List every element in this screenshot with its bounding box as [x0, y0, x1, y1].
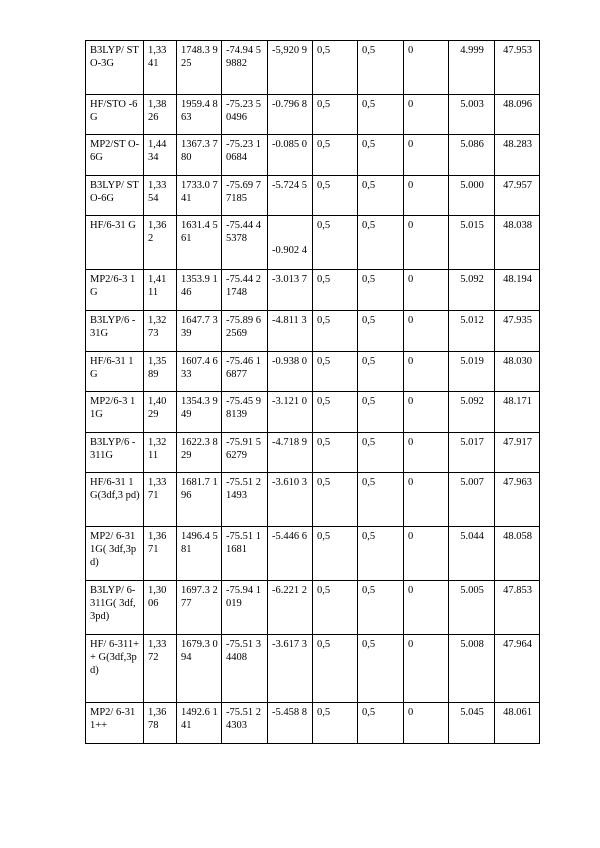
value-cell: 0,5: [358, 352, 404, 392]
value-cell: 0: [404, 352, 449, 392]
value-cell: 0,5: [358, 311, 404, 352]
value-cell: 1631.4 561: [177, 216, 222, 270]
value-cell: 0,5: [313, 176, 358, 216]
value-cell: 0,5: [358, 95, 404, 135]
value-cell: 0: [404, 216, 449, 270]
value-cell: 1647.7 339: [177, 311, 222, 352]
value-cell: 47.963: [495, 473, 540, 527]
value-cell: 48.096: [495, 95, 540, 135]
value-cell: -4.718 9: [268, 433, 313, 473]
value-cell: -3.610 3: [268, 473, 313, 527]
value-cell: 0,5: [313, 135, 358, 176]
method-cell: MP2/ 6-311G( 3df,3pd): [86, 527, 144, 581]
value-cell: -75.51 21493: [222, 473, 268, 527]
value-cell: 1,38 26: [144, 95, 177, 135]
value-cell: 0,5: [313, 473, 358, 527]
table-row: [86, 581, 540, 635]
value-cell: 0,5: [313, 352, 358, 392]
value-cell: 1496.4 581: [177, 527, 222, 581]
value-cell: 0,5: [313, 581, 358, 635]
value-cell: 48.061: [495, 703, 540, 744]
value-cell: 1,33 72: [144, 635, 177, 703]
value-cell: 5.017: [449, 433, 495, 473]
table-row: [86, 473, 540, 527]
value-cell: -75.23 10684: [222, 135, 268, 176]
method-cell: B3LYP/6 -31G: [86, 311, 144, 352]
method-cell: MP2/6-3 11G: [86, 392, 144, 433]
value-cell: 0,5: [313, 703, 358, 744]
method-cell: B3LYP/ STO-3G: [86, 41, 144, 95]
value-cell: 1,41 11: [144, 270, 177, 311]
value-cell: -5.446 6: [268, 527, 313, 581]
value-cell: 0,5: [313, 41, 358, 95]
value-cell: -5.724 5: [268, 176, 313, 216]
value-cell: 5.000: [449, 176, 495, 216]
value-cell: 5.005: [449, 581, 495, 635]
table-row: [86, 311, 540, 352]
table-row: [86, 635, 540, 703]
value-cell: 47.957: [495, 176, 540, 216]
value-cell: 5.092: [449, 270, 495, 311]
value-cell: 1,40 29: [144, 392, 177, 433]
value-cell: 0,5: [358, 392, 404, 433]
value-cell: 0,5: [358, 41, 404, 95]
value-cell: 5.092: [449, 392, 495, 433]
value-cell: -5.458 8: [268, 703, 313, 744]
value-cell: 48.038: [495, 216, 540, 270]
value-cell: 1622.3 829: [177, 433, 222, 473]
value-cell: 1697.3 277: [177, 581, 222, 635]
value-cell: 1,32 11: [144, 433, 177, 473]
value-cell: 0: [404, 41, 449, 95]
value-cell: 1353.9 146: [177, 270, 222, 311]
value-cell: -74.94 59882: [222, 41, 268, 95]
value-cell: -3.617 3: [268, 635, 313, 703]
value-cell: 0,5: [358, 527, 404, 581]
value-cell: 1492.6 141: [177, 703, 222, 744]
value-cell: 1,33 41: [144, 41, 177, 95]
table-row: [86, 41, 540, 95]
value-cell: 0,5: [358, 216, 404, 270]
value-cell: 0: [404, 135, 449, 176]
value-cell: 48.030: [495, 352, 540, 392]
value-cell: 0: [404, 703, 449, 744]
value-cell: 0,5: [358, 135, 404, 176]
value-cell: 0,5: [358, 176, 404, 216]
value-cell: 1679.3 094: [177, 635, 222, 703]
value-cell: 1,35 89: [144, 352, 177, 392]
value-cell: 1681.7 196: [177, 473, 222, 527]
value-cell: -0.938 0: [268, 352, 313, 392]
value-cell: -0.796 8: [268, 95, 313, 135]
value-cell: 5.015: [449, 216, 495, 270]
value-cell: 0,5: [313, 216, 358, 270]
value-cell: -6.221 2: [268, 581, 313, 635]
value-cell: 0: [404, 433, 449, 473]
value-cell: 0,5: [313, 311, 358, 352]
value-cell: 0,5: [313, 433, 358, 473]
value-cell: 0: [404, 473, 449, 527]
method-cell: B3LYP/ STO-6G: [86, 176, 144, 216]
method-cell: MP2/ 6-311++: [86, 703, 144, 744]
value-cell: 1,36 78: [144, 703, 177, 744]
value-cell: 5.007: [449, 473, 495, 527]
value-cell: 47.964: [495, 635, 540, 703]
method-cell: HF/6-31 1G: [86, 352, 144, 392]
value-cell: 1354.3 949: [177, 392, 222, 433]
value-cell: -75.45 98139: [222, 392, 268, 433]
value-cell: 1,33 54: [144, 176, 177, 216]
table-row: [86, 176, 540, 216]
value-cell: 48.283: [495, 135, 540, 176]
method-cell: MP2/6-3 1G: [86, 270, 144, 311]
value-cell: 4.999: [449, 41, 495, 95]
value-cell: 0: [404, 392, 449, 433]
value-cell: 1,44 34: [144, 135, 177, 176]
value-cell: -4.811 3: [268, 311, 313, 352]
value-cell: -3.121 0: [268, 392, 313, 433]
value-cell: 0,5: [358, 270, 404, 311]
value-cell: 0: [404, 527, 449, 581]
table-row: [86, 135, 540, 176]
value-cell: -75.23 50496: [222, 95, 268, 135]
value-cell: -75.51 24303: [222, 703, 268, 744]
value-cell: 0,5: [313, 270, 358, 311]
table-row: [86, 703, 540, 744]
value-cell: 0,5: [313, 527, 358, 581]
table-row: [86, 352, 540, 392]
value-cell: -75.69 77185: [222, 176, 268, 216]
value-cell: 1,32 73: [144, 311, 177, 352]
value-cell: 1,36 2: [144, 216, 177, 270]
value-cell: 0,5: [358, 433, 404, 473]
value-cell: -75.51 34408: [222, 635, 268, 703]
value-cell: 1748.3 925: [177, 41, 222, 95]
method-cell: HF/ 6-311++ G(3df,3p d): [86, 635, 144, 703]
value-cell: 5.012: [449, 311, 495, 352]
value-cell: -75.46 16877: [222, 352, 268, 392]
table-row: [86, 270, 540, 311]
value-cell: 5.019: [449, 352, 495, 392]
value-cell: 5.086: [449, 135, 495, 176]
value-cell: 48.194: [495, 270, 540, 311]
value-cell: 0,5: [358, 703, 404, 744]
value-cell: 0: [404, 270, 449, 311]
value-cell: 47.953: [495, 41, 540, 95]
method-cell: B3LYP/6 -311G: [86, 433, 144, 473]
value-cell: 0,5: [358, 473, 404, 527]
value-cell: 0,5: [313, 392, 358, 433]
method-cell: MP2/ST O-6G: [86, 135, 144, 176]
value-cell: -0.902 4: [268, 216, 313, 270]
value-cell: -5,920 9: [268, 41, 313, 95]
value-cell: -75.91 56279: [222, 433, 268, 473]
value-cell: 0: [404, 581, 449, 635]
value-cell: 5.008: [449, 635, 495, 703]
value-cell: -75.89 62569: [222, 311, 268, 352]
value-cell: 0,5: [313, 635, 358, 703]
value-cell: 47.853: [495, 581, 540, 635]
value-cell: 5.044: [449, 527, 495, 581]
value-cell: -75.51 11681: [222, 527, 268, 581]
value-cell: 1959.4 863: [177, 95, 222, 135]
value-cell: 0,5: [358, 581, 404, 635]
value-cell: -75.94 1019: [222, 581, 268, 635]
value-cell: 0,5: [358, 635, 404, 703]
value-cell: 0,5: [313, 95, 358, 135]
value-cell: 47.935: [495, 311, 540, 352]
value-cell: -75.44 45378: [222, 216, 268, 270]
method-cell: HF/6-31 G: [86, 216, 144, 270]
results-table: [85, 40, 540, 744]
method-cell: HF/6-31 1G(3df,3 pd): [86, 473, 144, 527]
value-cell: -75.44 21748: [222, 270, 268, 311]
value-cell: 48.058: [495, 527, 540, 581]
value-cell: 1367.3 780: [177, 135, 222, 176]
value-cell: 5.003: [449, 95, 495, 135]
value-cell: 1,30 06: [144, 581, 177, 635]
value-cell: 47.917: [495, 433, 540, 473]
value-cell: 0: [404, 635, 449, 703]
value-cell: -0.085 0: [268, 135, 313, 176]
value-cell: 1,33 71: [144, 473, 177, 527]
table-row: [86, 433, 540, 473]
value-cell: 1733.0 741: [177, 176, 222, 216]
table-row: [86, 216, 540, 270]
value-cell: 0: [404, 95, 449, 135]
value-cell: 0: [404, 176, 449, 216]
method-cell: HF/STO -6G: [86, 95, 144, 135]
value-cell: 48.171: [495, 392, 540, 433]
value-cell: 1,36 71: [144, 527, 177, 581]
table-row: [86, 95, 540, 135]
value-cell: 0: [404, 311, 449, 352]
method-cell: B3LYP/ 6-311G( 3df,3pd): [86, 581, 144, 635]
table-row: [86, 527, 540, 581]
table-row: [86, 392, 540, 433]
value-cell: -3.013 7: [268, 270, 313, 311]
value-cell: 1607.4 633: [177, 352, 222, 392]
value-cell: 5.045: [449, 703, 495, 744]
